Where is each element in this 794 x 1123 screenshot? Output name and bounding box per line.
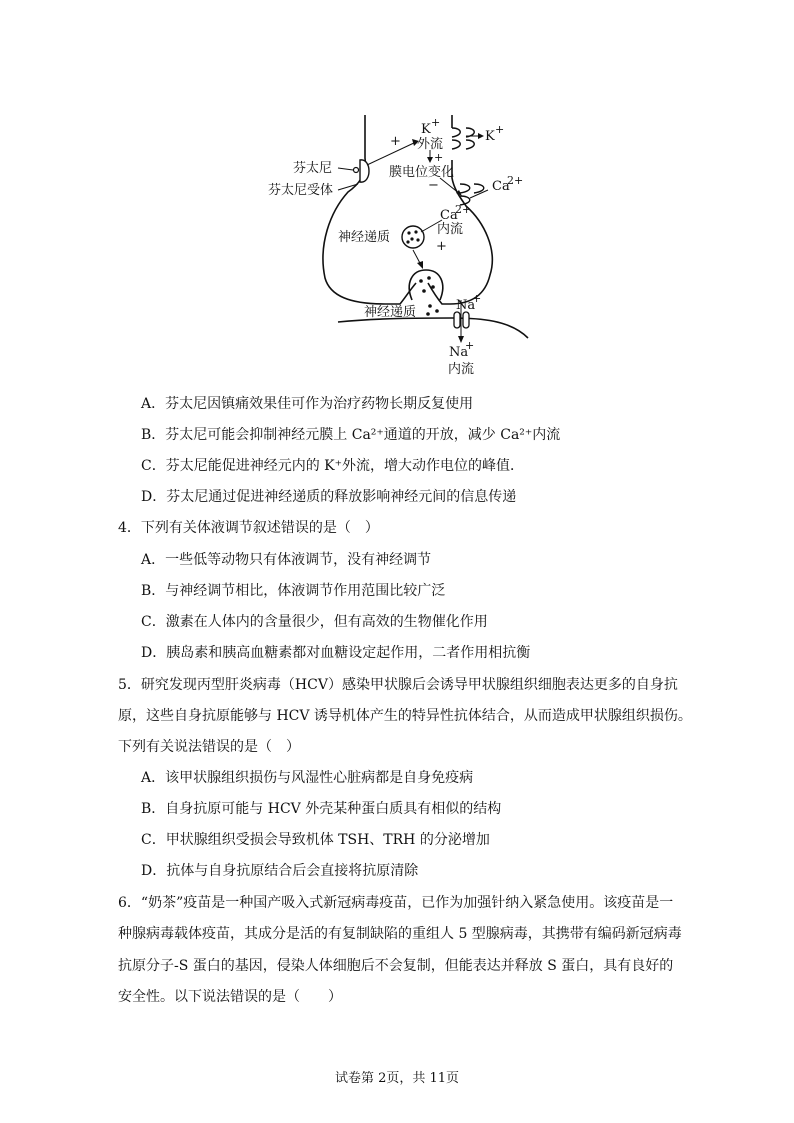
- membrane-change-label: 膜电位变化: [389, 165, 455, 180]
- plus-small: +: [434, 151, 444, 164]
- k-ion-label: K: [421, 122, 431, 137]
- q5-option-b: B．自身抗原可能与 HCV 外壳某种蛋白质具有相似的结构: [141, 801, 502, 817]
- na-arrow-head: [458, 336, 464, 343]
- q5-stem-line-1: 5．研究发现丙型肝炎病毒（HCV）感染甲状腺后会诱导甲状腺组织细胞表达更多的自身抗: [118, 677, 678, 693]
- q3-option-b: B．芬太尼可能会抑制神经元膜上 Ca²⁺通道的开放，减少 Ca²⁺内流: [141, 427, 561, 443]
- na-ion-bottom-label: Na: [449, 345, 469, 360]
- fentanyl-label: 芬太尼: [293, 161, 333, 176]
- vesicle-dot: [406, 240, 409, 243]
- k-ion-right-label: K: [485, 129, 495, 144]
- k-outflow-label: 外流: [417, 137, 444, 152]
- na-ion-sup: +: [472, 292, 482, 305]
- q3-option-c: C．芬太尼能促进神经元内的 K⁺外流，增大动作电位的峰值．: [141, 458, 525, 474]
- q4-option-b: B．与神经调节相比，体液调节作用范围比较广泛: [141, 583, 446, 599]
- q3-option-d: D．芬太尼通过促进神经递质的释放影响神经元间的信息传递: [141, 489, 517, 505]
- neurotransmitter-vesicle-label: 神经递质: [338, 230, 391, 245]
- transmitter-dot: [419, 279, 423, 283]
- k-to-membrane-head: [427, 157, 433, 163]
- plus-sign-ca: +: [436, 239, 447, 254]
- k-channel: [452, 128, 460, 149]
- fentanyl-pointer: [338, 168, 353, 170]
- ca-inflow-label: 内流: [437, 222, 464, 237]
- neurotransmitter-cleft-label: 神经递质: [364, 305, 417, 320]
- transmitter-dot: [427, 276, 431, 280]
- ca-ion-label: Ca: [492, 179, 510, 194]
- q5-option-a: A．该甲状腺组织损伤与风湿性心脏病都是自身免疫病: [141, 770, 474, 786]
- neuron-outline-left: [323, 115, 416, 304]
- na-inflow-label: 内流: [448, 362, 475, 377]
- na-channel-right: [463, 312, 469, 328]
- ca-ion-inner-label: Ca: [440, 208, 458, 223]
- ca-ion-sup: 2+: [507, 174, 524, 187]
- cleft-dot: [435, 309, 439, 313]
- vesicle: [402, 226, 424, 248]
- q6-stem-line-3: 抗原分子-S 蛋白的基因，侵染人体细胞后不会复制，但能表达并释放 S 蛋白，具有良好的: [118, 958, 674, 974]
- vesicle-arrow-head: [417, 261, 423, 269]
- q5-stem-line-2: 原，这些自身抗原能够与 HCV 诱导机体产生的特异性抗体结合，从而造成甲状腺组织损伤。: [118, 708, 692, 724]
- ca-arrow-shaft: [470, 190, 488, 198]
- cleft-dot: [428, 304, 432, 308]
- page-footer: 试卷第 2页，共 11页: [334, 1071, 460, 1086]
- q4-option-d: D．胰岛素和胰高血糖素都对血糖设定起作用，二者作用相抗衡: [141, 645, 531, 661]
- transmitter-dot: [422, 289, 426, 293]
- k-channel-2: [466, 128, 474, 149]
- neuron-synapse-diagram: [0, 0, 794, 385]
- diagram-svg: [0, 0, 794, 385]
- na-channel-left: [454, 312, 460, 328]
- q5-option-d: D．抗体与自身抗原结合后会直接将抗原清除: [141, 863, 419, 879]
- q4-option-c: C．激素在人体内的含量很少，但有高效的生物催化作用: [141, 614, 488, 630]
- postsynaptic-membrane: [338, 318, 528, 338]
- na-ion-label: Na: [456, 298, 476, 313]
- q6-stem-line-4: 安全性。以下说法错误的是（ ）: [118, 989, 342, 1005]
- fentanyl-receptor-label: 芬太尼受体: [268, 183, 334, 198]
- vesicle-dot: [407, 231, 410, 234]
- fentanyl-receptor: [360, 160, 369, 182]
- q4-option-a: A．一些低等动物只有体液调节，没有神经调节: [141, 552, 432, 568]
- k-ion-sup: +: [431, 116, 441, 129]
- cleft-dot: [426, 312, 430, 316]
- membrane-to-ca-arrow: [440, 178, 460, 194]
- plus-sign: +: [390, 134, 401, 149]
- k-ion-right-sup: +: [495, 123, 505, 136]
- transmitter-dot: [431, 285, 435, 289]
- q5-option-c: C．甲状腺组织受损会导致机体 TSH、TRH 的分泌增加: [141, 832, 490, 848]
- q6-stem-line-1: 6．“奶茶”疫苗是一种国产吸入式新冠病毒疫苗，已作为加强针纳入紧急使用。该疫苗是一: [118, 895, 674, 911]
- minus-sign: −: [428, 178, 439, 193]
- ca-channel: [460, 184, 470, 205]
- q6-stem-line-2: 种腺病毒载体疫苗，其成分是活的有复制缺陷的重组人 5 型腺病毒，其携带有编码新冠病毒: [118, 926, 682, 942]
- ca-channel-2: [474, 184, 484, 193]
- q3-option-a: A．芬太尼因镇痛效果佳可作为治疗药物长期反复使用: [141, 396, 474, 412]
- vesicle-dot: [414, 230, 417, 233]
- fentanyl-molecule: [354, 168, 359, 173]
- k-arrow-head: [478, 133, 484, 139]
- vesicle-dot: [410, 237, 413, 240]
- ca-ion-inner-sup: 2+: [455, 203, 472, 216]
- na-ion-bottom-sup: +: [465, 339, 475, 352]
- q5-stem-line-3: 下列有关说法错误的是（ ）: [118, 739, 300, 755]
- vesicle-dot: [416, 238, 419, 241]
- q4-stem: 4．下列有关体液调节叙述错误的是（ ）: [118, 520, 379, 536]
